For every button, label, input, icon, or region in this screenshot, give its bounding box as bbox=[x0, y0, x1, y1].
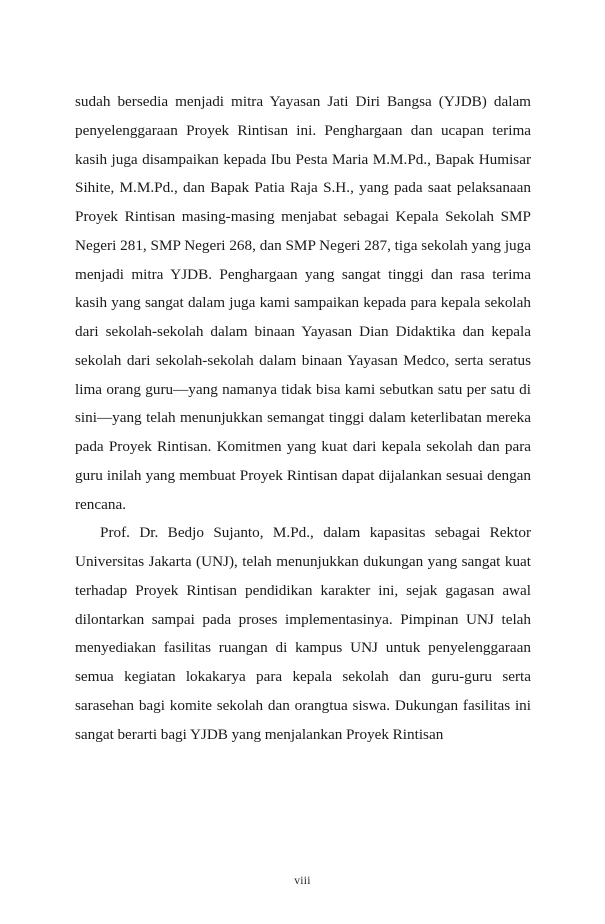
page-text-block bbox=[75, 88, 531, 749]
page-number-folio: viii bbox=[294, 875, 311, 887]
body-paragraph-1: sudah bersedia menjadi mitra Yayasan Jati Diri Bangsa (YJDB) dalam penyelenggaraan Proyek Rintisan ini. Penghargaan dan ucapan terima kasih juga disampaikan kepada Ibu Pesta Maria M.M.Pd., Bapak Humisar Sihite, M.M.Pd., dan Bapak Patia Raja S.H., yang pada saat pelaksanaan Proyek Rintisan masing-masing menjabat sebagai Kepala Sekolah SMP Negeri 281, SMP Negeri 268, dan SMP Negeri 287, tiga sekolah yang juga menjadi mitra YJDB. Penghargaan yang sangat tinggi dan rasa terima kasih yang sangat dalam juga kami sampaikan kepada para kepala sekolah dari sekolah-sekolah dalam binaan Yayasan Dian Didaktika dan kepala sekolah dari sekolah-sekolah dalam binaan Yayasan Medco, serta seratus lima orang guru—yang namanya tidak bisa kami sebutkan satu per satu di sini—yang telah menunjukkan semangat tinggi dalam keterlibatan mereka pada Proyek Rintisan. Komitmen yang kuat dari kepala sekolah dan para guru inilah yang membuat Proyek Rintisan dapat dijalankan sesuai dengan rencana. bbox=[75, 93, 531, 513]
body-paragraph-2: Prof. Dr. Bedjo Sujanto, M.Pd., dalam kapasitas sebagai Rektor Universitas Jakarta (UNJ), telah menunjukkan dukungan yang sangat kuat terhadap Proyek Rintisan pendidikan karakter ini, sejak gagasan awal dilontarkan sampai pada proses implementasinya. Pimpinan UNJ telah menyediakan fasilitas ruangan di kampus UNJ untuk penyelenggaraan semua kegiatan lokakarya para kepala sekolah dan guru-guru serta sarasehan bagi komite sekolah dan orangtua siswa. Dukungan fasilitas ini sangat berarti bagi YJDB yang menjalankan Proyek Rintisan bbox=[75, 524, 531, 743]
